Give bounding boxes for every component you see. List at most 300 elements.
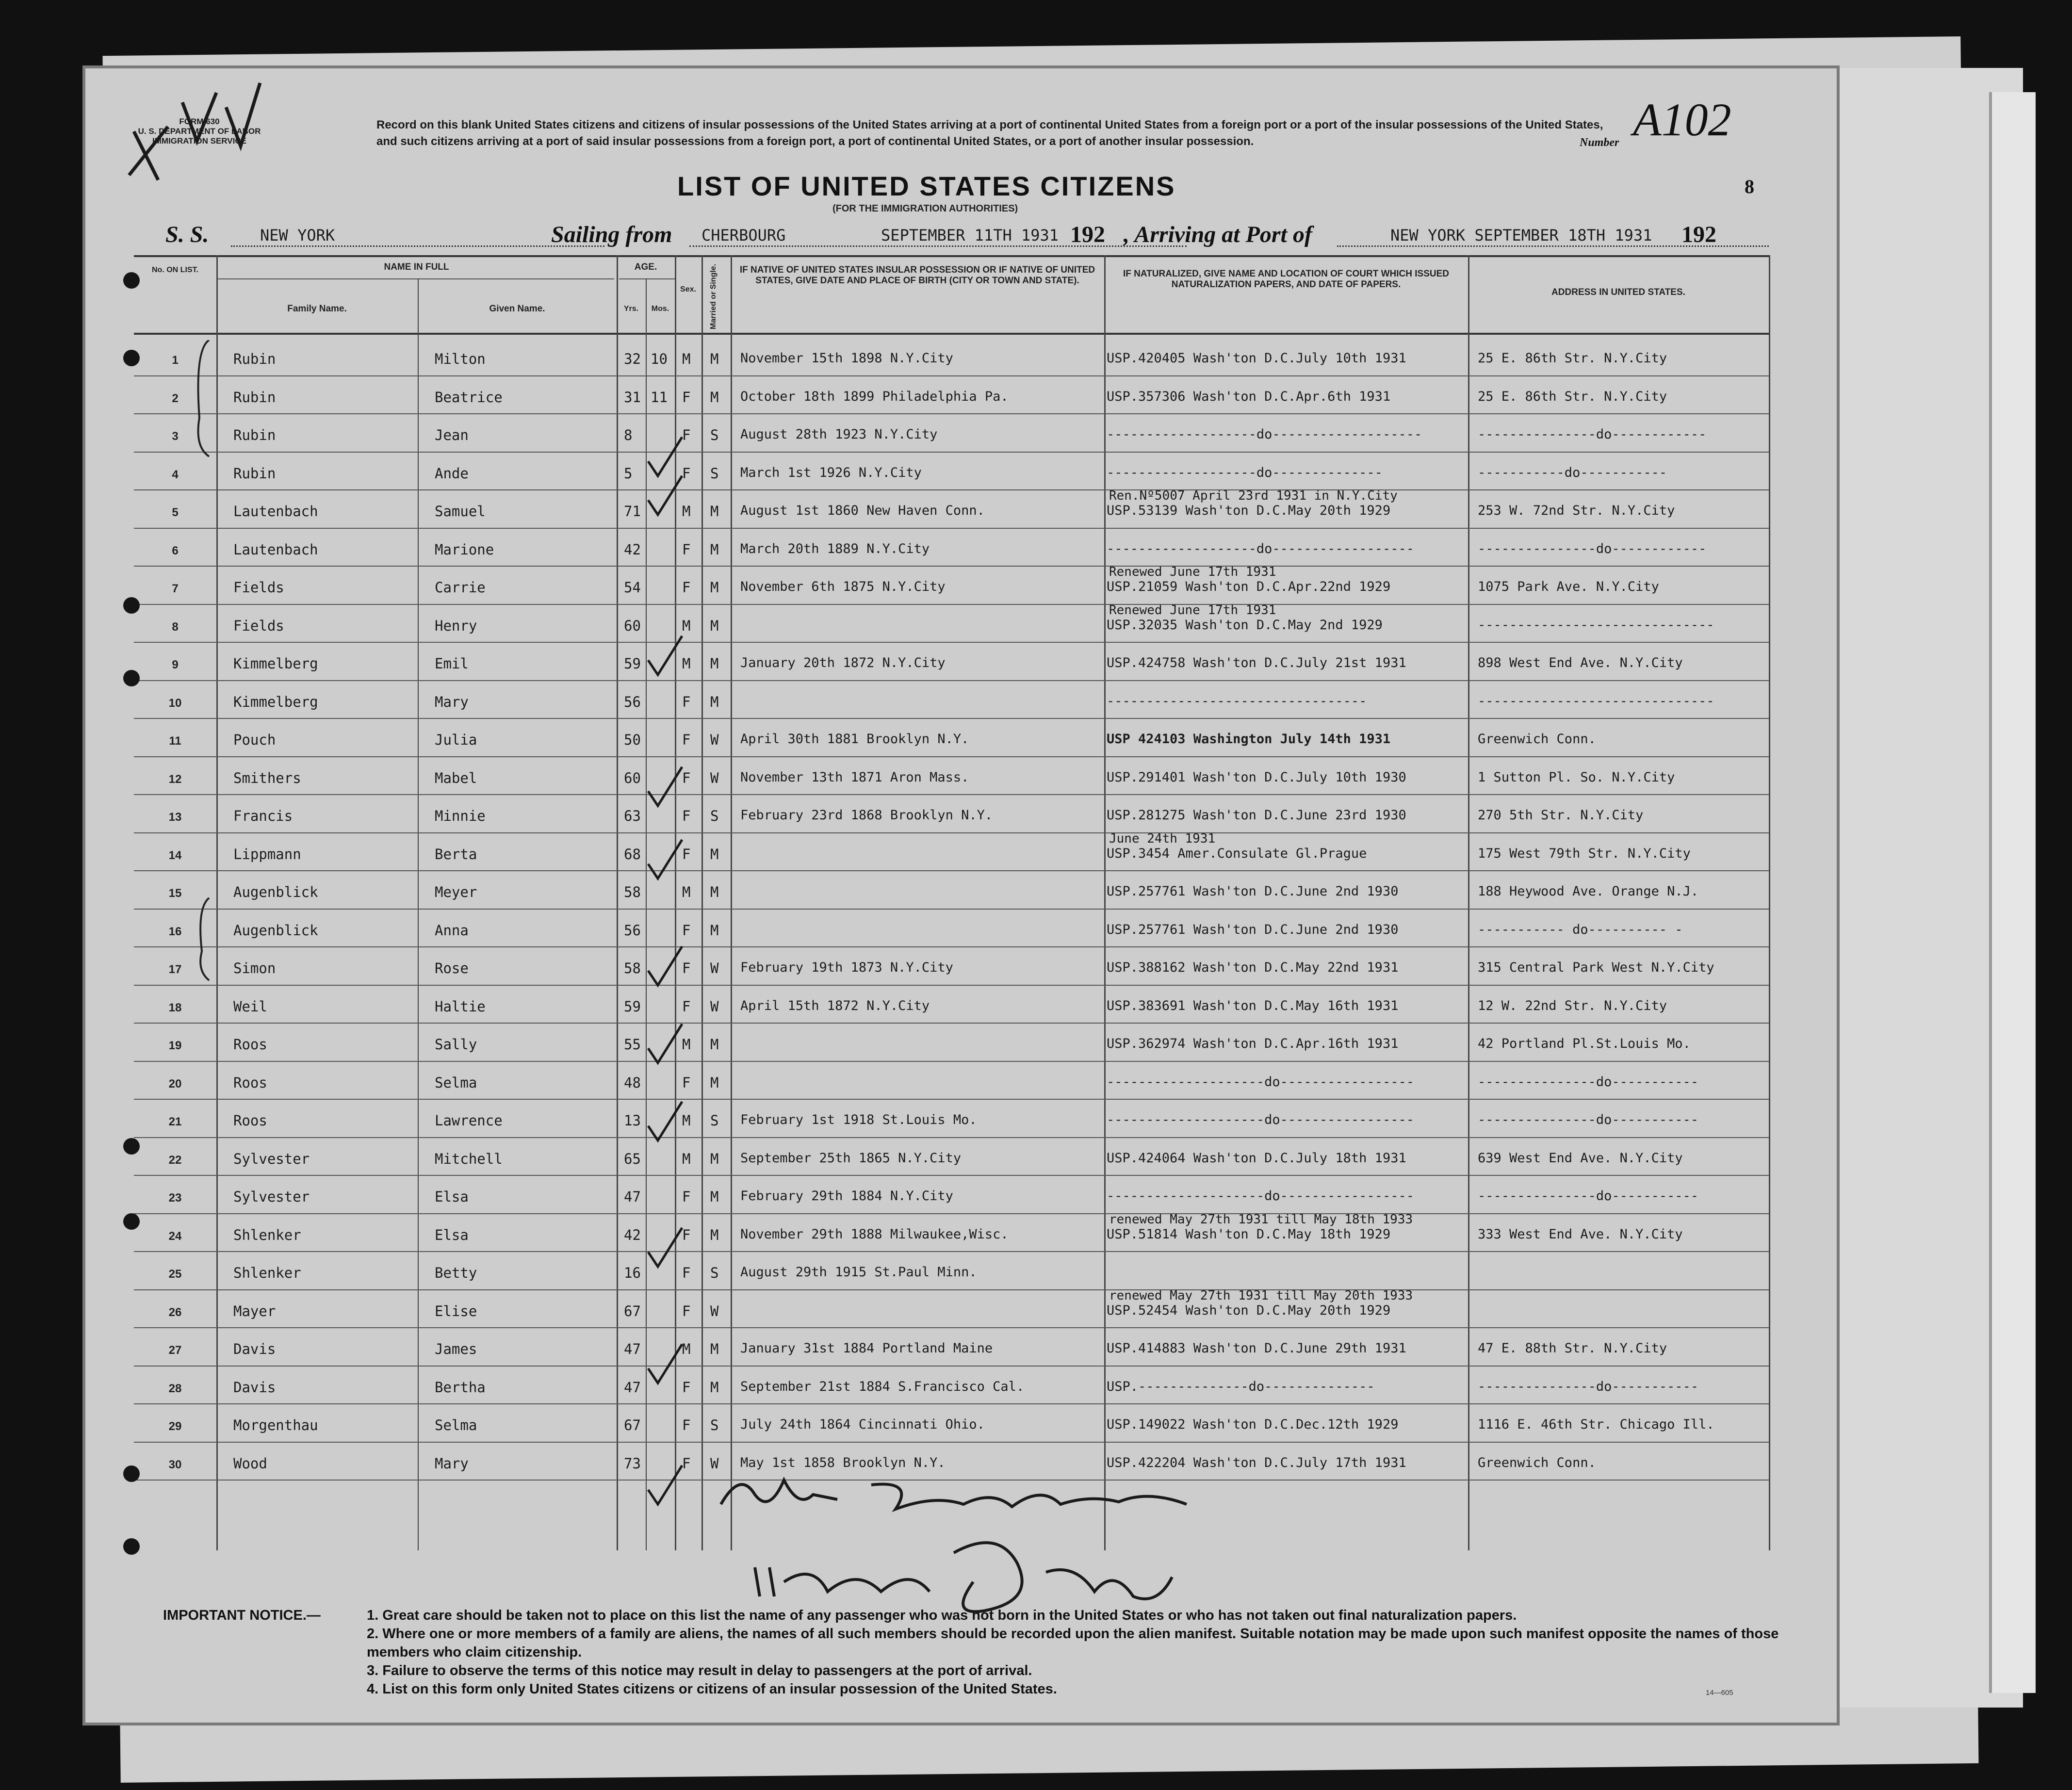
row-number: 19 xyxy=(168,1039,182,1052)
cell-given: Henry xyxy=(435,617,477,634)
from-date: SEPTEMBER 11TH 1931 xyxy=(881,226,1059,244)
cell-addr: ------------------------------ xyxy=(1478,693,1714,709)
cell-given: Ande xyxy=(435,465,469,482)
cell-sex: M xyxy=(682,1150,691,1167)
cell-addr: 47 E. 88th Str. N.Y.City xyxy=(1478,1341,1667,1356)
cell-nat: USP.281275 Wash'ton D.C.June 23rd 1930 xyxy=(1107,808,1406,823)
header-birth: IF NATIVE OF UNITED STATES INSULAR POSSESSION OR IF NATIVE OF UNITED STATES, GIVE DATE AND PLACE OF BIRTH (CITY OR TOWN AND STATE). xyxy=(739,265,1095,286)
cell-nat: USP.362974 Wash'ton D.C.Apr.16th 1931 xyxy=(1107,1036,1399,1051)
cell-given: Jean xyxy=(435,427,469,443)
cell-addr: -----------do----------- xyxy=(1478,465,1667,480)
cell-given: Berta xyxy=(435,846,477,862)
row-rule xyxy=(134,1061,1769,1062)
cell-sex: F xyxy=(682,1379,691,1396)
handwritten-corner-mark xyxy=(114,73,270,185)
cell-addr: ----------- do---------- - xyxy=(1478,922,1683,937)
year-suffix-2: 192 xyxy=(1681,222,1716,247)
cell-addr: 42 Portland Pl.St.Louis Mo. xyxy=(1478,1036,1691,1051)
cell-yrs: 56 xyxy=(624,693,641,710)
row-number: 4 xyxy=(172,468,179,481)
row-rule xyxy=(134,1099,1769,1100)
cell-yrs: 58 xyxy=(624,884,641,900)
cell-ms: S xyxy=(710,1112,719,1129)
cell-addr: 1 Sutton Pl. So. N.Y.City xyxy=(1478,769,1675,785)
cell-family: Mayer xyxy=(233,1302,276,1319)
age-subheader-line xyxy=(619,278,675,279)
cell-nat: --------------------do----------------- xyxy=(1107,1188,1414,1204)
row-number: 17 xyxy=(168,963,182,976)
cell-sex: F xyxy=(682,1302,691,1319)
cell-family: Roos xyxy=(233,1036,267,1053)
row-rule xyxy=(134,1175,1769,1176)
cell-yrs: 47 xyxy=(624,1188,641,1205)
cell-family: Davis xyxy=(233,1341,276,1357)
cell-given: Rose xyxy=(435,960,469,976)
page-subtitle: (FOR THE IMMIGRATION AUTHORITIES) xyxy=(832,203,1018,214)
cell-nat: USP.420405 Wash'ton D.C.July 10th 1931 xyxy=(1107,351,1406,366)
cell-family: Roos xyxy=(233,1074,267,1091)
cell-ms: M xyxy=(710,922,719,939)
header-mos: Mos. xyxy=(651,305,669,313)
cell-nat: USP.3454 Amer.Consulate Gl.Prague xyxy=(1107,846,1367,861)
header-yrs: Yrs. xyxy=(623,305,639,313)
cell-addr: ---------------do------------ xyxy=(1478,427,1707,442)
sailing-label: Sailing from xyxy=(551,222,672,247)
row-number: 12 xyxy=(168,772,182,786)
notice-item-4: 4. List on this form only United States citizens or citizens of an insular possession of the United States. xyxy=(367,1681,1057,1697)
cell-family: Lautenbach xyxy=(233,541,318,558)
service: IMMIGRATION SERVICE xyxy=(152,136,246,146)
header-address: ADDRESS IN UNITED STATES. xyxy=(1551,287,1685,297)
cell-birth: February 29th 1884 N.Y.City xyxy=(740,1188,953,1204)
cell-sex: F xyxy=(682,389,691,406)
cell-given: Sally xyxy=(435,1036,477,1053)
cell-nat: USP.257761 Wash'ton D.C.June 2nd 1930 xyxy=(1107,922,1399,937)
cell-mos: 10 xyxy=(651,351,668,367)
cell-nat: USP.424758 Wash'ton D.C.July 21st 1931 xyxy=(1107,655,1406,670)
passenger-table xyxy=(134,255,1769,1550)
row-rule xyxy=(134,452,1769,453)
cell-given: Mitchell xyxy=(435,1150,503,1167)
col-line-addr xyxy=(1769,255,1770,1550)
cell-yrs: 47 xyxy=(624,1341,641,1357)
row-rule xyxy=(134,1442,1769,1443)
cell-given: Selma xyxy=(435,1417,477,1433)
cell-birth: March 20th 1889 N.Y.City xyxy=(740,541,930,556)
cell-yrs: 59 xyxy=(624,655,641,672)
row-number: 16 xyxy=(168,925,182,938)
row-number: 27 xyxy=(168,1344,182,1357)
form-code: 14—605 xyxy=(1706,1689,1733,1697)
cell-family: Weil xyxy=(233,998,267,1015)
cell-birth: April 15th 1872 N.Y.City xyxy=(740,998,930,1013)
cell-sex: F xyxy=(682,846,691,862)
cell-ms: M xyxy=(710,503,719,520)
row-rule xyxy=(134,718,1769,719)
row-number: 14 xyxy=(168,848,182,862)
cell-yrs: 32 xyxy=(624,351,641,367)
cell-birth: February 1st 1918 St.Louis Mo. xyxy=(740,1112,977,1127)
cell-sex: F xyxy=(682,1265,691,1281)
cell-ms: W xyxy=(710,1302,719,1319)
cell-addr: 253 W. 72nd Str. N.Y.City xyxy=(1478,503,1675,518)
cell-yrs: 42 xyxy=(624,541,641,558)
cell-yrs: 8 xyxy=(624,427,633,443)
row-number: 1 xyxy=(172,354,179,367)
col-line-birth xyxy=(1104,255,1106,1550)
cell-given: Mary xyxy=(435,693,469,710)
table-top-border xyxy=(134,255,1769,257)
cell-addr: 188 Heywood Ave. Orange N.J. xyxy=(1478,884,1699,899)
row-rule xyxy=(134,604,1769,605)
cell-addr: ---------------do----------- xyxy=(1478,1112,1699,1127)
binder-hole xyxy=(123,597,140,614)
cell-addr: 175 West 79th Str. N.Y.City xyxy=(1478,846,1691,861)
notice-item-2: 2. Where one or more members of a family are aliens, the names of all such members should be recorded upon the alien manifest. Suitable notation may be made upon such manifest opposite the names of those members who claim citizenship. xyxy=(367,1626,1779,1660)
binder-hole xyxy=(123,272,140,289)
manifest-sheet xyxy=(82,65,1840,1725)
cell-sex: M xyxy=(682,1341,691,1357)
col-line-nat xyxy=(1468,255,1469,1550)
row-rule xyxy=(134,642,1769,643)
cell-ms: M xyxy=(710,389,719,406)
row-rule xyxy=(134,1251,1769,1252)
cell-yrs: 67 xyxy=(624,1302,641,1319)
cell-birth: April 30th 1881 Brooklyn N.Y. xyxy=(740,732,969,747)
row-number: 13 xyxy=(168,811,182,824)
cell-family: Sylvester xyxy=(233,1188,310,1205)
cell-birth: November 6th 1875 N.Y.City xyxy=(740,579,946,594)
cell-given: Haltie xyxy=(435,998,486,1015)
number-label: Number xyxy=(1580,136,1619,149)
cell-given: Carrie xyxy=(435,579,486,596)
cell-family: Morgenthau xyxy=(233,1417,318,1433)
row-number: 15 xyxy=(168,887,182,900)
table-header-bottom xyxy=(134,333,1769,335)
cell-ms: M xyxy=(710,579,719,596)
cell-nat-note: renewed May 27th 1931 till May 20th 1933 xyxy=(1109,1288,1413,1303)
cell-ms: W xyxy=(710,960,719,976)
cell-yrs: 58 xyxy=(624,960,641,976)
cell-given: Lawrence xyxy=(435,1112,503,1129)
cell-ms: M xyxy=(710,1150,719,1167)
cell-yrs: 63 xyxy=(624,808,641,824)
cell-given: Betty xyxy=(435,1265,477,1281)
cell-family: Augenblick xyxy=(233,884,318,900)
cell-addr: Greenwich Conn. xyxy=(1478,1455,1596,1470)
cell-nat: USP.257761 Wash'ton D.C.June 2nd 1930 xyxy=(1107,884,1399,899)
cell-addr: 1116 E. 46th Str. Chicago Ill. xyxy=(1478,1417,1714,1432)
cell-addr: 270 5th Str. N.Y.City xyxy=(1478,808,1644,823)
cell-given: Beatrice xyxy=(435,389,503,406)
row-number: 26 xyxy=(168,1305,182,1319)
cell-given: Elise xyxy=(435,1302,477,1319)
cell-nat: USP.21059 Wash'ton D.C.Apr.22nd 1929 xyxy=(1107,579,1391,594)
cell-nat: USP.424064 Wash'ton D.C.July 18th 1931 xyxy=(1107,1150,1406,1166)
row-rule xyxy=(134,528,1769,529)
row-rule xyxy=(134,1137,1769,1138)
row-number: 8 xyxy=(172,620,179,634)
arrival-port-date: NEW YORK SEPTEMBER 18TH 1931 xyxy=(1390,226,1652,244)
cell-nat: USP.149022 Wash'ton D.C.Dec.12th 1929 xyxy=(1107,1417,1399,1432)
header-family-name: Family Name. xyxy=(287,304,347,314)
row-number: 25 xyxy=(168,1268,182,1281)
department: U. S. DEPARTMENT OF LABOR xyxy=(138,127,261,136)
signature-lower xyxy=(745,1524,1279,1616)
cell-ms: M xyxy=(710,1074,719,1091)
cell-addr: 898 West End Ave. N.Y.City xyxy=(1478,655,1683,670)
row-number: 23 xyxy=(168,1191,182,1204)
cell-sex: F xyxy=(682,1226,691,1243)
row-rule xyxy=(134,870,1769,871)
row-rule xyxy=(134,680,1769,681)
col-line-family xyxy=(418,278,419,1550)
row-rule xyxy=(134,1327,1769,1328)
row-number: 11 xyxy=(169,734,181,748)
cell-yrs: 54 xyxy=(624,579,641,596)
cell-ms: M xyxy=(710,1188,719,1205)
cell-ms: W xyxy=(710,769,719,786)
cell-nat: --------------------do----------------- xyxy=(1107,1074,1414,1090)
header-married-single: Married or Single. xyxy=(709,263,718,329)
cell-given: James xyxy=(435,1341,477,1357)
family-brackets xyxy=(190,340,219,1165)
cell-addr: 333 West End Ave. N.Y.City xyxy=(1478,1226,1683,1242)
cell-nat-note: Ren.Nº5007 April 23rd 1931 in N.Y.City xyxy=(1109,488,1398,503)
cell-birth: February 19th 1873 N.Y.City xyxy=(740,960,953,975)
form-number: FORM 630 xyxy=(179,117,220,126)
cell-yrs: 60 xyxy=(624,617,641,634)
row-number: 9 xyxy=(172,658,179,671)
row-rule xyxy=(134,756,1769,757)
cell-sex: F xyxy=(682,808,691,824)
cell-yrs: 71 xyxy=(624,503,641,520)
binder-hole xyxy=(123,1538,140,1555)
row-rule xyxy=(134,1403,1769,1404)
cell-addr: 315 Central Park West N.Y.City xyxy=(1478,960,1714,975)
page-title: LIST OF UNITED STATES CITIZENS xyxy=(677,171,1176,201)
cell-mos: 11 xyxy=(651,389,668,406)
cell-ms: M xyxy=(710,655,719,672)
cell-yrs: 65 xyxy=(624,1150,641,1167)
cell-birth: November 29th 1888 Milwaukee,Wisc. xyxy=(740,1226,1009,1242)
cell-yrs: 68 xyxy=(624,846,641,862)
binder-hole xyxy=(123,670,140,686)
cell-ms: S xyxy=(710,1265,719,1281)
row-number: 28 xyxy=(168,1382,182,1395)
cell-sex: F xyxy=(682,960,691,976)
cell-given: Anna xyxy=(435,922,469,939)
cell-ms: M xyxy=(710,846,719,862)
cell-ms: M xyxy=(710,1379,719,1396)
cell-nat: USP.422204 Wash'ton D.C.July 17th 1931 xyxy=(1107,1455,1406,1470)
cell-yrs: 73 xyxy=(624,1455,641,1472)
cell-ms: S xyxy=(710,465,719,482)
cell-birth: August 29th 1915 St.Paul Minn. xyxy=(740,1265,977,1280)
cell-ms: S xyxy=(710,427,719,443)
cell-given: Meyer xyxy=(435,884,477,900)
cell-sex: F xyxy=(682,1074,691,1091)
cell-ms: M xyxy=(710,1036,719,1053)
cell-addr: ---------------do----------- xyxy=(1478,1188,1699,1204)
cell-addr: ---------------do----------- xyxy=(1478,1074,1699,1090)
row-number: 6 xyxy=(172,544,179,557)
cell-sex: M xyxy=(682,1112,691,1129)
cell-birth: March 1st 1926 N.Y.City xyxy=(740,465,922,480)
binder-hole xyxy=(123,1138,140,1155)
cell-ms: M xyxy=(710,617,719,634)
cell-yrs: 16 xyxy=(624,1265,641,1281)
cell-given: Mary xyxy=(435,1455,469,1472)
cell-birth: February 23rd 1868 Brooklyn N.Y. xyxy=(740,808,993,823)
cell-sex: M xyxy=(682,617,691,634)
cell-nat: USP.357306 Wash'ton D.C.Apr.6th 1931 xyxy=(1107,389,1391,404)
cell-family: Francis xyxy=(233,808,293,824)
header-age: AGE. xyxy=(634,262,657,272)
ss-line xyxy=(231,245,604,247)
cell-addr: ---------------do------------ xyxy=(1478,541,1707,556)
cell-family: Fields xyxy=(233,617,284,634)
cell-yrs: 67 xyxy=(624,1417,641,1433)
cell-nat-note: Renewed June 17th 1931 xyxy=(1109,565,1276,579)
cell-yrs: 59 xyxy=(624,998,641,1015)
cell-nat: --------------------------------- xyxy=(1107,693,1367,709)
cell-family: Lippmann xyxy=(233,846,301,862)
notice-item-1: 1. Great care should be taken not to place on this list the name of any passenger who was not born in the United States or who has not taken out final naturalization papers. xyxy=(367,1608,1517,1623)
cell-birth: September 21st 1884 S.Francisco Cal. xyxy=(740,1379,1025,1394)
row-number: 7 xyxy=(172,582,179,595)
cell-ms: M xyxy=(710,1226,719,1243)
cell-nat: -------------------do-------------- xyxy=(1107,465,1383,480)
header-name-in-full: NAME IN FULL xyxy=(384,262,449,272)
from-port: CHERBOURG xyxy=(702,226,786,244)
cell-nat: USP.--------------do-------------- xyxy=(1107,1379,1375,1394)
cell-yrs: 48 xyxy=(624,1074,641,1091)
cell-family: Roos xyxy=(233,1112,267,1129)
cell-birth: September 25th 1865 N.Y.City xyxy=(740,1150,962,1166)
cell-sex: F xyxy=(682,1188,691,1205)
row-rule xyxy=(134,832,1769,833)
header-sex: Sex. xyxy=(680,285,696,293)
cell-family: Pouch xyxy=(233,732,276,748)
cell-nat: USP.291401 Wash'ton D.C.July 10th 1930 xyxy=(1107,769,1406,785)
cell-sex: F xyxy=(682,1417,691,1433)
cell-birth: January 31st 1884 Portland Maine xyxy=(740,1341,993,1356)
row-rule xyxy=(134,566,1769,567)
cell-sex: M xyxy=(682,884,691,900)
row-rule xyxy=(134,489,1769,490)
cell-nat: --------------------do----------------- xyxy=(1107,1112,1414,1127)
cell-yrs: 5 xyxy=(624,465,633,482)
cell-sex: M xyxy=(682,655,691,672)
cell-nat: USP.53139 Wash'ton D.C.May 20th 1929 xyxy=(1107,503,1391,518)
paper-stack-edge xyxy=(1989,92,2036,1693)
cell-family: Kimmelberg xyxy=(233,693,318,710)
cell-ms: M xyxy=(710,351,719,367)
row-rule xyxy=(134,1289,1769,1290)
cell-ms: W xyxy=(710,998,719,1015)
handwritten-checkmarks xyxy=(638,340,745,1553)
cell-nat: USP.52454 Wash'ton D.C.May 20th 1929 xyxy=(1107,1302,1391,1318)
year-suffix-1: 192 xyxy=(1070,222,1105,247)
cell-family: Rubin xyxy=(233,351,276,367)
cell-family: Shlenker xyxy=(233,1265,301,1281)
cell-ms: S xyxy=(710,1417,719,1433)
row-number: 29 xyxy=(168,1420,182,1433)
cell-given: Elsa xyxy=(435,1226,469,1243)
cell-sex: F xyxy=(682,922,691,939)
cell-addr: ------------------------------ xyxy=(1478,617,1714,633)
cell-given: Bertha xyxy=(435,1379,486,1396)
cell-birth: November 13th 1871 Aron Mass. xyxy=(740,769,969,785)
row-rule xyxy=(134,1366,1769,1367)
cell-ms: W xyxy=(710,1455,719,1472)
cell-addr: 25 E. 86th Str. N.Y.City xyxy=(1478,389,1667,404)
cell-nat: USP.383691 Wash'ton D.C.May 16th 1931 xyxy=(1107,998,1399,1013)
ss-label: S. S. xyxy=(165,222,209,247)
ship-name: NEW YORK xyxy=(260,226,335,244)
binder-hole xyxy=(123,350,140,366)
cell-given: Selma xyxy=(435,1074,477,1091)
header-given-name: Given Name. xyxy=(489,304,545,314)
cell-birth: January 20th 1872 N.Y.City xyxy=(740,655,946,670)
cell-family: Wood xyxy=(233,1455,267,1472)
cell-birth: October 18th 1899 Philadelphia Pa. xyxy=(740,389,1009,404)
cell-sex: F xyxy=(682,465,691,482)
cell-nat-note: renewed May 27th 1931 till May 18th 1933 xyxy=(1109,1212,1413,1227)
cell-family: Davis xyxy=(233,1379,276,1396)
header-naturalized: IF NATURALIZED, GIVE NAME AND LOCATION OF COURT WHICH ISSUED NATURALIZATION PAPERS, AND DATE OF PAPERS. xyxy=(1123,269,1449,290)
cell-family: Smithers xyxy=(233,769,301,786)
cell-yrs: 31 xyxy=(624,389,641,406)
cell-nat: USP 424103 Washington July 14th 1931 xyxy=(1107,732,1391,747)
cell-family: Shlenker xyxy=(233,1226,301,1243)
cell-addr: 12 W. 22nd Str. N.Y.City xyxy=(1478,998,1667,1013)
row-number: 10 xyxy=(168,696,182,710)
binder-hole xyxy=(123,1213,140,1230)
row-rule xyxy=(134,375,1769,376)
row-rule xyxy=(134,909,1769,910)
notice-label: IMPORTANT NOTICE.— xyxy=(163,1608,321,1623)
sailing-line xyxy=(689,245,1187,247)
row-number: 5 xyxy=(172,506,179,519)
cell-family: Augenblick xyxy=(233,922,318,939)
cell-yrs: 47 xyxy=(624,1379,641,1396)
cell-sex: F xyxy=(682,732,691,748)
cell-birth: August 1st 1860 New Haven Conn. xyxy=(740,503,985,518)
cell-sex: F xyxy=(682,579,691,596)
cell-family: Rubin xyxy=(233,427,276,443)
cell-sex: M xyxy=(682,351,691,367)
cell-addr: 1075 Park Ave. N.Y.City xyxy=(1478,579,1659,594)
cell-birth: November 15th 1898 N.Y.City xyxy=(740,351,953,366)
cell-ms: W xyxy=(710,732,719,748)
cell-nat: -------------------do------------------- xyxy=(1107,427,1422,442)
cell-nat: USP.51814 Wash'ton D.C.May 18th 1929 xyxy=(1107,1226,1391,1242)
arriving-label: , Arriving at Port of xyxy=(1124,222,1312,247)
cell-ms: M xyxy=(710,1341,719,1357)
signature-upper xyxy=(711,1465,1221,1519)
row-number: 30 xyxy=(168,1458,182,1471)
instructions-text: Record on this blank United States citizens and citizens of insular possessions of the United States arriving at a port of continental United States from a foreign port or a port of the insular possessions of the United States, and such citizens arriving at a port of said insular possessions from a foreign port, a port of continental United States, or a port of another insular possession. xyxy=(376,118,1603,148)
cell-nat-note: Renewed June 17th 1931 xyxy=(1109,602,1276,618)
binder-hole xyxy=(123,1465,140,1482)
cell-sex: F xyxy=(682,1455,691,1472)
row-number: 2 xyxy=(172,391,179,405)
row-number: 3 xyxy=(172,430,179,443)
cell-given: Mabel xyxy=(435,769,477,786)
cell-given: Elsa xyxy=(435,1188,469,1205)
